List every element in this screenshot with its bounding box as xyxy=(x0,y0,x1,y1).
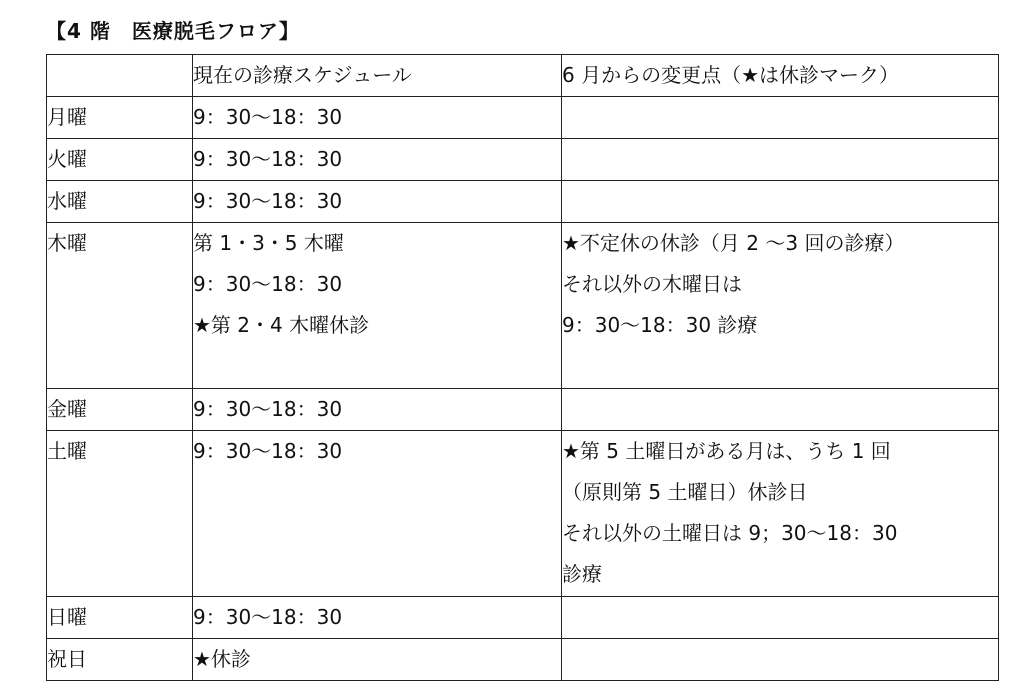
day-label: 水曜 xyxy=(47,181,193,223)
current-schedule-cell xyxy=(193,97,562,139)
day-label: 木曜 xyxy=(47,223,193,389)
current-schedule-line: ★休診 xyxy=(193,647,251,671)
current-schedule-cell xyxy=(193,139,562,181)
day-label: 火曜 xyxy=(47,139,193,181)
change-line: 診療 xyxy=(562,562,602,586)
current-schedule-line: 9：30〜18：30 xyxy=(193,439,343,463)
current-schedule-line: 第 1・3・5 木曜 xyxy=(193,231,344,255)
current-schedule-line: 9：30〜18：30 xyxy=(193,397,343,421)
table-row-saturday xyxy=(47,431,999,597)
current-schedule-cell xyxy=(193,431,562,597)
change-cell xyxy=(562,223,999,389)
current-schedule-line: 9：30〜18：30 xyxy=(193,189,343,213)
current-schedule-cell xyxy=(193,639,562,681)
current-schedule-cell xyxy=(193,389,562,431)
header-day xyxy=(47,55,193,97)
current-schedule-line: 9：30〜18：30 xyxy=(193,105,343,129)
change-cell xyxy=(562,597,999,639)
change-line: それ以外の木曜日は xyxy=(562,272,742,296)
change-line: ★不定休の休診（月 2 〜3 回の診療） xyxy=(562,231,905,255)
change-line: 9：30〜18：30 診療 xyxy=(562,313,758,337)
current-schedule-line: 9：30〜18：30 xyxy=(193,272,343,296)
table-row-tuesday xyxy=(47,139,999,181)
day-label: 日曜 xyxy=(47,597,193,639)
day-label: 月曜 xyxy=(47,97,193,139)
current-schedule-line: 9：30〜18：30 xyxy=(193,147,343,171)
day-label: 金曜 xyxy=(47,389,193,431)
table-row-thursday xyxy=(47,223,999,389)
change-cell xyxy=(562,639,999,681)
table-row-monday xyxy=(47,97,999,139)
current-schedule-line: ★第 2・4 木曜休診 xyxy=(193,313,370,337)
current-schedule-cell xyxy=(193,223,562,389)
table-row-sunday xyxy=(47,597,999,639)
change-cell xyxy=(562,139,999,181)
page-title: 【4 階 医療脱毛フロア】 xyxy=(46,19,300,43)
table-row-holiday xyxy=(47,639,999,681)
change-line: それ以外の土曜日は 9；30〜18：30 xyxy=(562,521,898,545)
change-cell xyxy=(562,431,999,597)
schedule-table xyxy=(46,54,999,681)
header-changes: 6 月からの変更点（★は休診マーク） xyxy=(562,55,999,97)
day-label: 土曜 xyxy=(47,431,193,597)
change-cell xyxy=(562,389,999,431)
day-label: 祝日 xyxy=(47,639,193,681)
table-row-wednesday xyxy=(47,181,999,223)
current-schedule-cell xyxy=(193,181,562,223)
header-current-schedule: 現在の診療スケジュール xyxy=(193,55,562,97)
change-line: （原則第 5 土曜日）休診日 xyxy=(562,480,808,504)
change-cell xyxy=(562,97,999,139)
header-row xyxy=(47,55,999,97)
change-cell xyxy=(562,181,999,223)
current-schedule-line: 9：30〜18：30 xyxy=(193,605,343,629)
table-row-friday xyxy=(47,389,999,431)
change-line: ★第 5 土曜日がある月は、うち 1 回 xyxy=(562,439,891,463)
current-schedule-cell xyxy=(193,597,562,639)
